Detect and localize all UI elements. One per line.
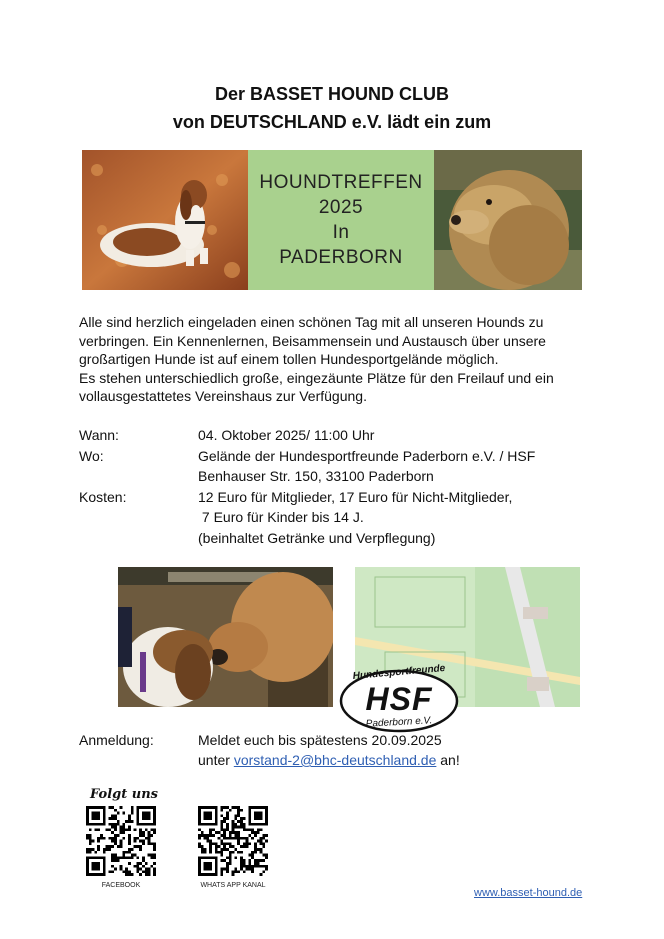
intro-paragraph-2: Es stehen unterschiedlich große, eingezäunte Plätze für den Freilauf und ein vollausgestattetes Vereinshaus zur Verfügung. [79, 369, 554, 405]
whatsapp-qr-code[interactable] [198, 806, 268, 878]
cost-label: Kosten: [79, 489, 127, 505]
follow-us-label: Folgt uns [90, 787, 158, 802]
when-value: 04. Oktober 2025/ 11:00 Uhr [198, 427, 375, 443]
cost-line-3: (beinhaltet Getränke und Verpflegung) [198, 530, 436, 546]
title-line-1: Der BASSET HOUND CLUB [214, 84, 450, 104]
basset-autumn-photo [82, 150, 248, 290]
registration-prefix: unter [198, 752, 234, 768]
whatsapp-qr-caption: WHATS APP KANAL [200, 882, 266, 889]
hsf-logo [338, 662, 460, 733]
cost-line-1: 12 Euro für Mitglieder, 17 Euro für Nicht-Mitglieder, [198, 489, 513, 505]
cost-line-2: 7 Euro für Kinder bis 14 J. [198, 509, 364, 525]
banner-line-2: 2025 [318, 197, 364, 218]
title-line-2: von DEUTSCHLAND e.V. lädt ein zum [172, 112, 492, 132]
dogs-meeting-photo [118, 567, 333, 707]
registration-suffix: an! [436, 752, 460, 768]
intro-text [79, 313, 599, 406]
hsf-logo-top-text: Hundesportfreunde [352, 662, 446, 683]
facebook-qr-caption: FACEBOOK [101, 882, 141, 889]
registration-label: Anmeldung: [79, 732, 154, 748]
intro-paragraph-1: Alle sind herzlich eingeladen einen schönen Tag mit all unseren Hounds zu verbringen. Ein Kennenlernen, Beisammensein und Austausch über unsere großartigen Hunde ist auf einem tollen Hundesportgelände möglich. [79, 314, 546, 368]
website-link[interactable]: www.basset-hound.de [474, 887, 583, 899]
where-line-2: Benhauser Str. 150, 33100 Paderborn [198, 468, 434, 484]
hsf-logo-bottom-text: Paderborn e.V. [365, 715, 433, 730]
banner-line-4: PADERBORN [279, 247, 403, 268]
where-label: Wo: [79, 448, 104, 464]
registration-line-2 [198, 752, 460, 768]
hsf-logo-main: HSF [365, 681, 433, 717]
registration-line-1: Meldet euch bis spätestens 20.09.2025 [198, 732, 442, 748]
where-line-1: Gelände der Hundesportfreunde Paderborn e.V. / HSF [198, 448, 536, 464]
facebook-qr-code[interactable] [86, 806, 156, 878]
banner-line-1: HOUNDTREFFEN [259, 172, 423, 193]
when-label: Wann: [79, 427, 119, 443]
event-banner [82, 150, 582, 290]
otterhound-photo [434, 150, 582, 290]
banner-line-3: In [332, 222, 350, 243]
banner-text-panel [248, 150, 434, 290]
registration-email-link[interactable]: vorstand-2@bhc-deutschland.de [233, 752, 437, 768]
